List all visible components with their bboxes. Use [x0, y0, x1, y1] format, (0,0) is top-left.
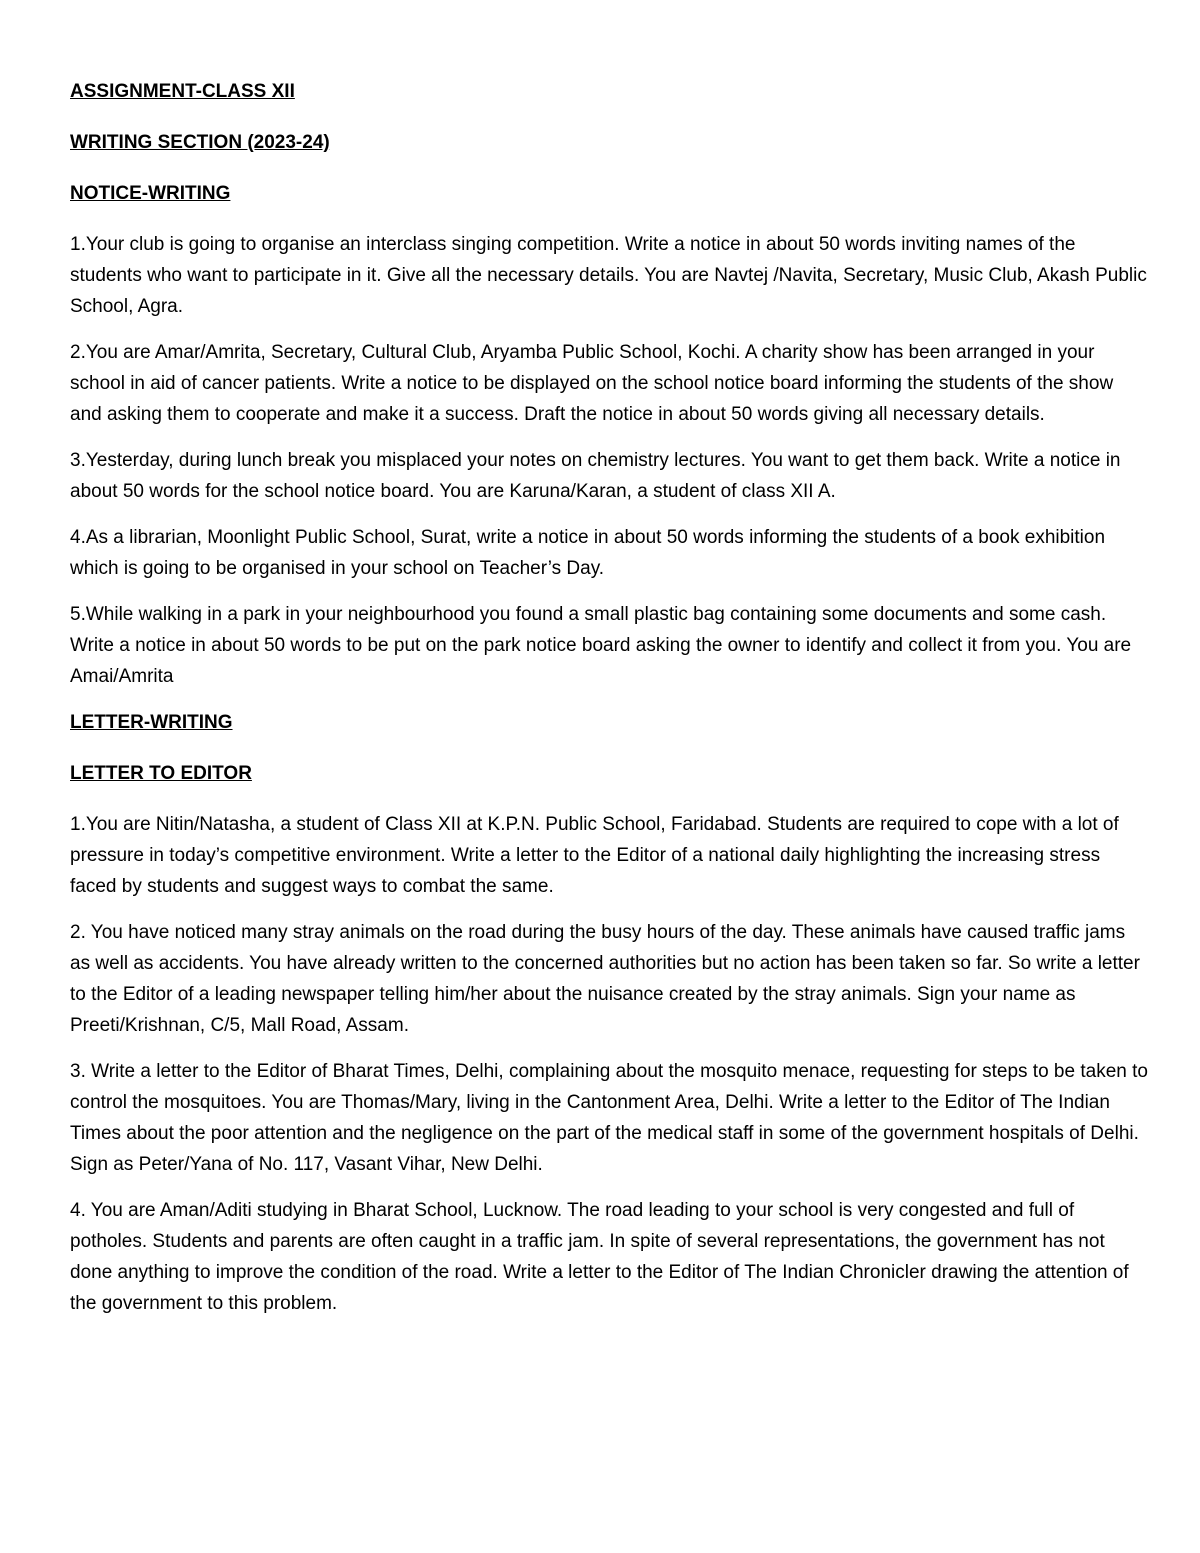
- document-page: [70, 76, 1150, 1334]
- letter-section-heading: LETTER-WRITING: [70, 712, 233, 733]
- letter-question-2: 2. You have noticed many stray animals on the road during the busy hours of the day. These animals have caused traffic jams as well as accidents. You have already written to the concerned authorities but no action has been taken so far. So write a letter to the Editor of a leading newspaper telling him/her about the nuisance created by the stray animals. Sign your name as Preeti/Krishnan, C/5, Mall Road, Assam.: [70, 922, 1140, 1036]
- notice-question-2: 2.You are Amar/Amrita, Secretary, Cultural Club, Aryamba Public School, Kochi. A charity show has been arranged in your school in aid of cancer patients. Write a notice to be displayed on the school notice board informing the students of the show and asking them to cooperate and make it a success. Draft the notice in about 50 words giving all necessary details.: [70, 342, 1114, 425]
- notice-question-1: 1.Your club is going to organise an interclass singing competition. Write a notice in about 50 words inviting names of the students who want to participate in it. Give all the necessary details. You are Navtej /Navita, Secretary, Music Club, Akash Public School, Agra.: [70, 234, 1147, 317]
- letter-question-3: 3. Write a letter to the Editor of Bharat Times, Delhi, complaining about the mosquito menace, requesting for steps to be taken to control the mosquitoes. You are Thomas/Mary, living in the Cantonment Area, Delhi. Write a letter to the Editor of The Indian Times about the poor attention and the negligence on the part of the medical staff in some of the government hospitals of Delhi. Sign as Peter/Yana of No. 117, Vasant Vihar, New Delhi.: [70, 1061, 1148, 1175]
- letter-subheading: LETTER TO EDITOR: [70, 763, 252, 784]
- notice-question-3: 3.Yesterday, during lunch break you misplaced your notes on chemistry lectures. You want to get them back. Write a notice in about 50 words for the school notice board. You are Karuna/Karan, a student of class XII A.: [70, 450, 1121, 502]
- letter-question-1: 1.You are Nitin/Natasha, a student of Class XII at K.P.N. Public School, Faridabad. Students are required to cope with a lot of pressure in today’s competitive environment. Write a letter to the Editor of a national daily highlighting the increasing stress faced by students and suggest ways to combat the same.: [70, 814, 1119, 897]
- document-subtitle: WRITING SECTION (2023-24): [70, 132, 330, 153]
- notice-question-4: 4.As a librarian, Moonlight Public School, Surat, write a notice in about 50 words informing the students of a book exhibition which is going to be organised in your school on Teacher’s Day.: [70, 527, 1106, 579]
- notice-question-5: 5.While walking in a park in your neighbourhood you found a small plastic bag containing some documents and some cash. Write a notice in about 50 words to be put on the park notice board asking the owner to identify and collect it from you. You are Amai/Amrita: [70, 604, 1132, 687]
- letter-question-4: 4. You are Aman/Aditi studying in Bharat School, Lucknow. The road leading to your school is very congested and full of potholes. Students and parents are often caught in a traffic jam. In spite of several representations, the government has not done anything to improve the condition of the road. Write a letter to the Editor of The Indian Chronicler drawing the attention of the government to this problem.: [70, 1200, 1129, 1314]
- notice-section-heading: NOTICE-WRITING: [70, 183, 231, 204]
- document-title: ASSIGNMENT-CLASS XII: [70, 81, 295, 102]
